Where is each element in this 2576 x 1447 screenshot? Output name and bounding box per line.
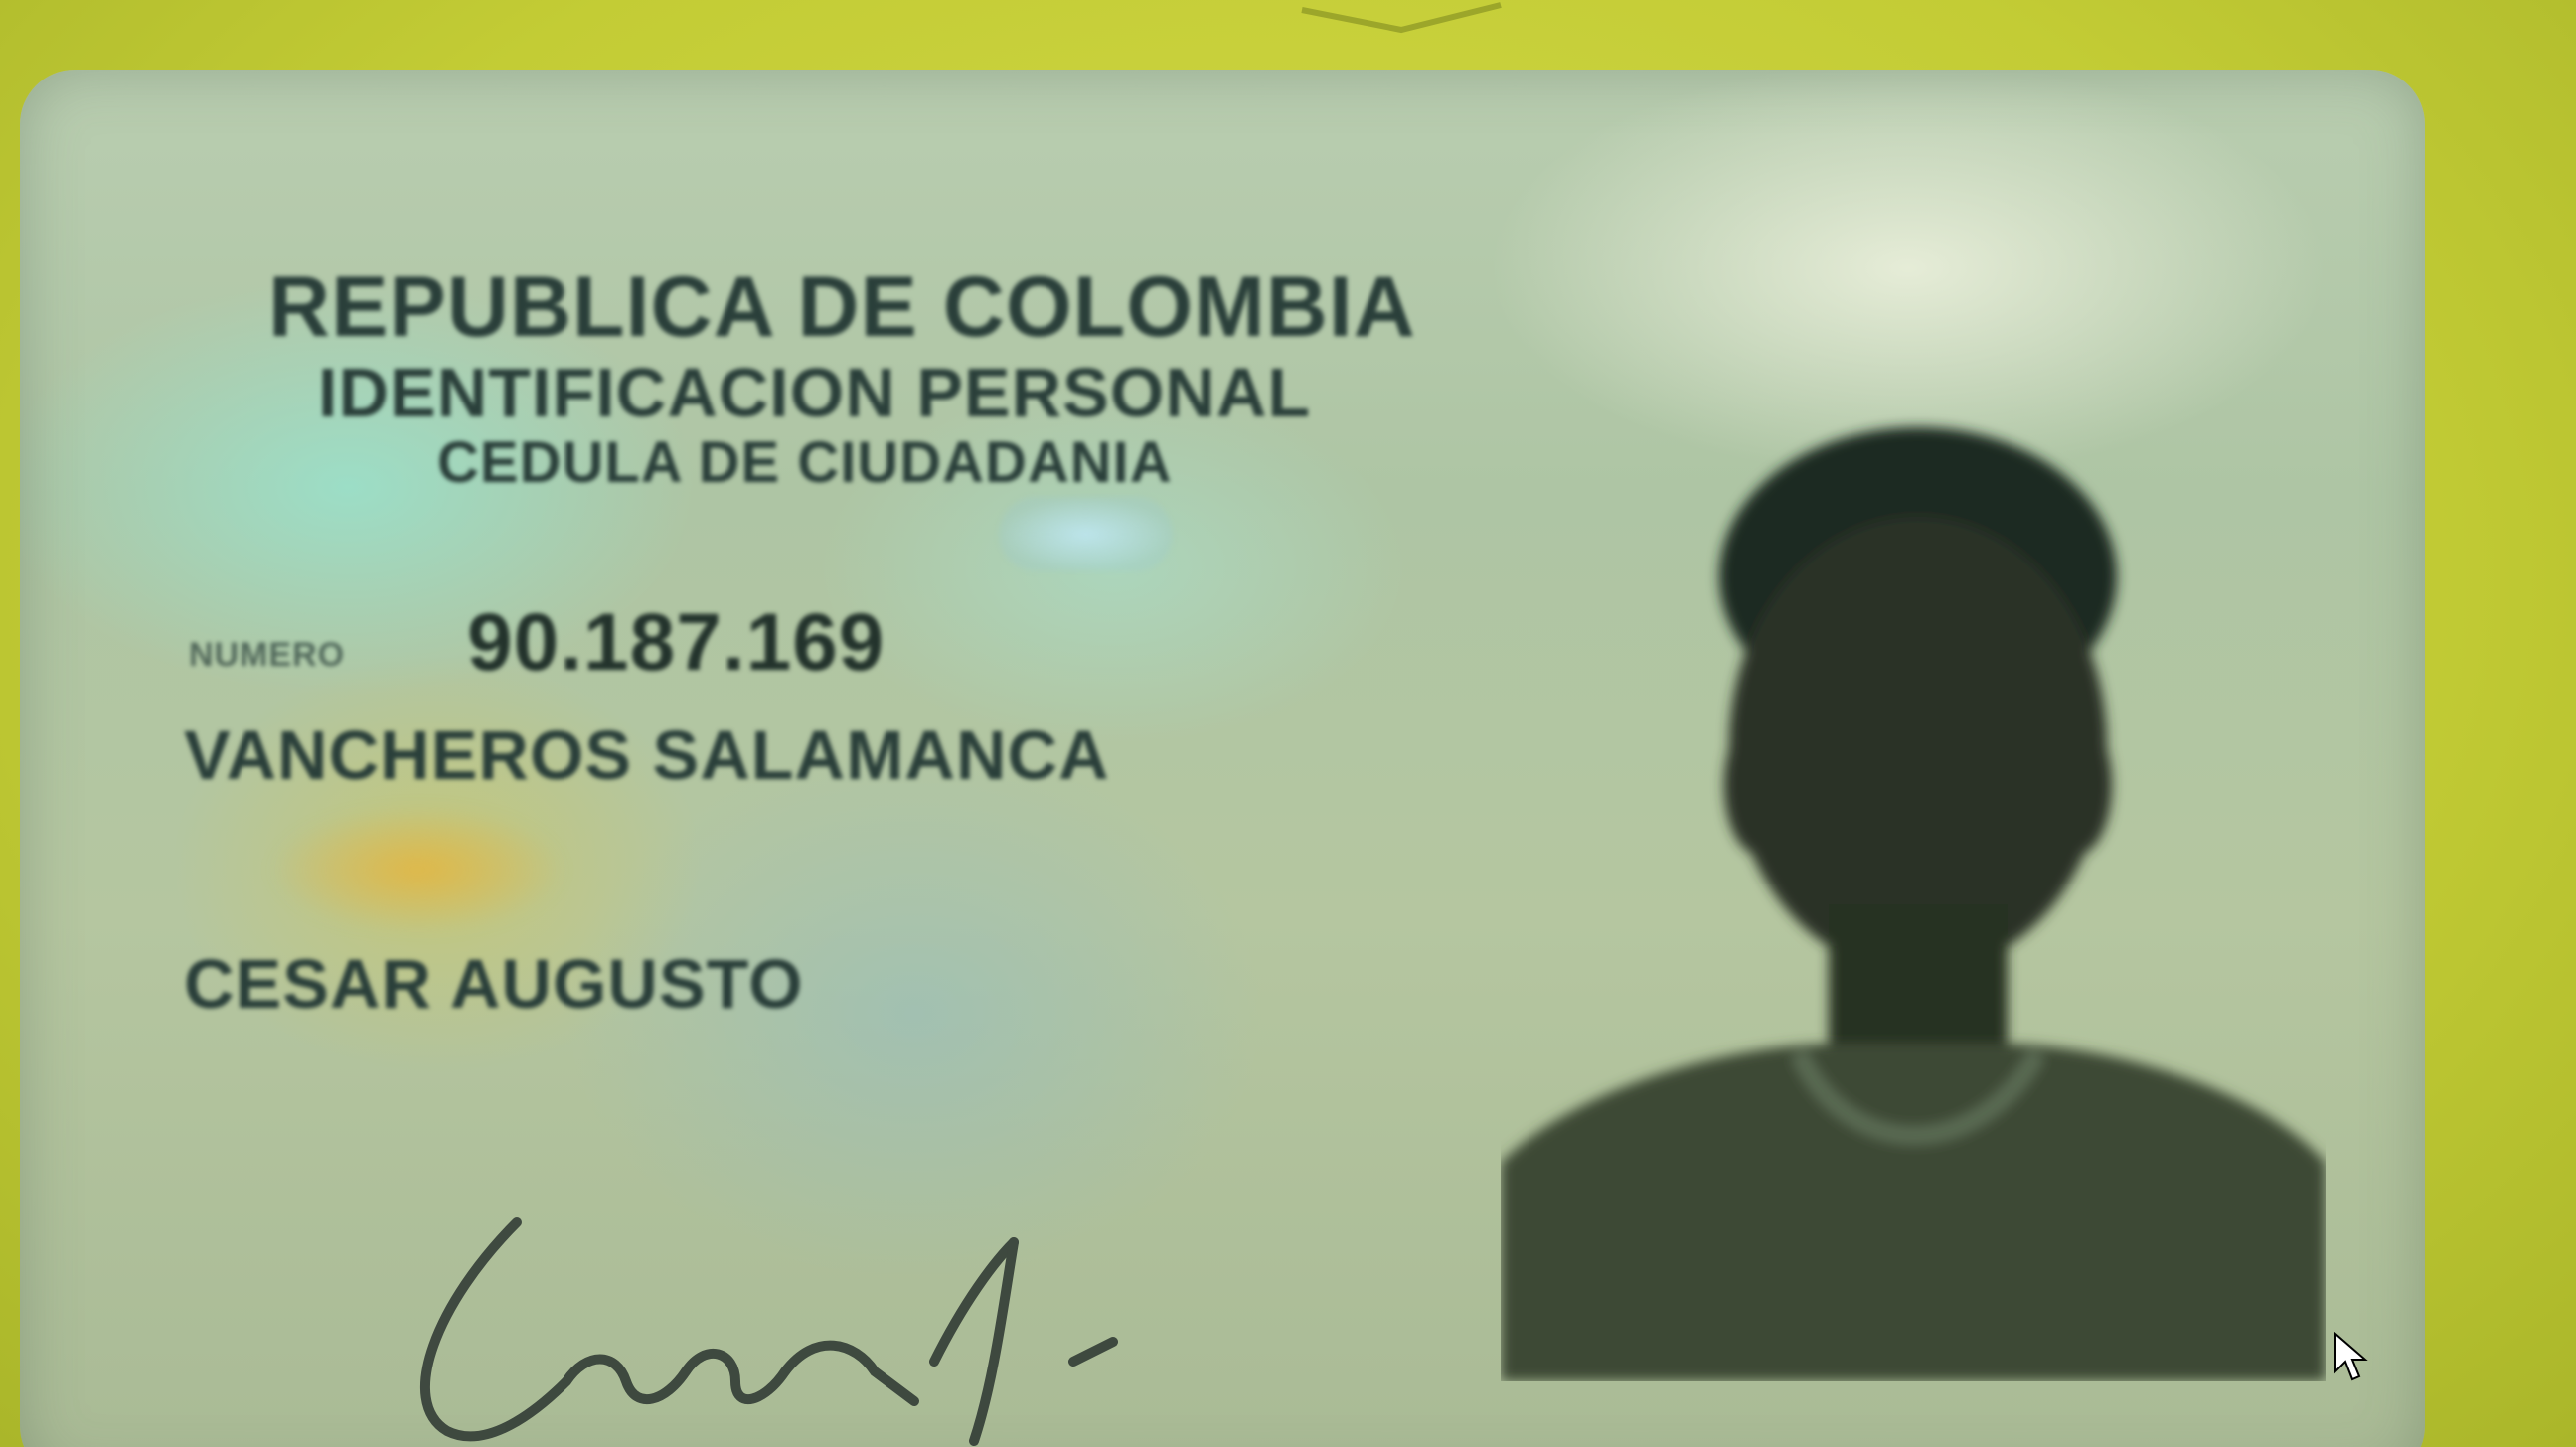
holder-photo bbox=[1501, 407, 2326, 1381]
hologram-badge bbox=[999, 497, 1173, 571]
document-type: IDENTIFICACION PERSONAL bbox=[318, 354, 1312, 431]
mouse-cursor-icon bbox=[2334, 1332, 2369, 1383]
number-label: NUMERO bbox=[189, 636, 346, 674]
signature bbox=[318, 1183, 1312, 1447]
country-heading: REPUBLICA DE COLOMBIA bbox=[268, 259, 1416, 355]
given-names: CESAR AUGUSTO bbox=[184, 945, 804, 1023]
background-mark bbox=[1282, 0, 1521, 40]
id-card bbox=[20, 70, 2425, 1447]
document-subtitle: CEDULA DE CIUDADANIA bbox=[437, 430, 1173, 495]
id-number: 90.187.169 bbox=[467, 597, 886, 688]
hologram-seal bbox=[268, 805, 566, 934]
surnames: VANCHEROS SALAMANCA bbox=[184, 717, 1110, 794]
